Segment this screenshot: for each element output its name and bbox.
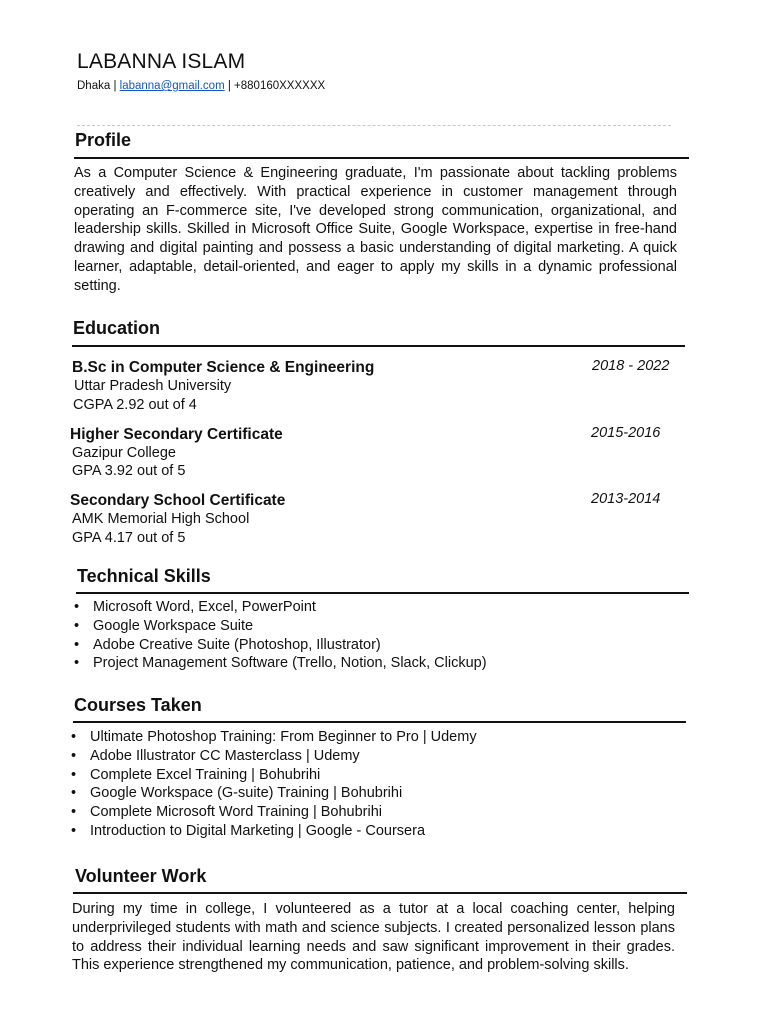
list-item-text: Project Management Software (Trello, Notion, Slack, Clickup): [93, 655, 487, 672]
education-degree: Higher Secondary Certificate: [70, 426, 283, 443]
courses-heading: Courses Taken: [74, 695, 202, 715]
courses-list: [71, 728, 477, 841]
bullet-icon: •: [74, 636, 80, 653]
volunteer-heading: Volunteer Work: [75, 866, 207, 886]
skills-heading: Technical Skills: [77, 566, 211, 586]
list-item: [71, 728, 477, 747]
list-item: [74, 654, 487, 673]
education-school: Gazipur College: [72, 445, 176, 461]
education-degree: Secondary School Certificate: [70, 492, 286, 509]
contact-separator: |: [224, 80, 235, 92]
education-years: 2015-2016: [591, 425, 661, 441]
profile-heading: Profile: [75, 130, 132, 150]
education-grade: GPA 4.17 out of 5: [72, 530, 186, 546]
list-item: [71, 803, 477, 822]
list-item-text: Complete Microsoft Word Training | Bohubrihi: [90, 804, 383, 821]
list-item-text: Adobe Creative Suite (Photoshop, Illustrator): [93, 636, 381, 653]
candidate-name: LABANNA ISLAM: [77, 50, 246, 73]
education-grade: CGPA 2.92 out of 4: [73, 397, 197, 413]
contact-line: [77, 80, 325, 92]
skills-list: [74, 598, 487, 673]
bullet-icon: •: [71, 822, 77, 839]
list-item-text: Ultimate Photoshop Training: From Beginner to Pro | Udemy: [90, 729, 477, 745]
education-school: Uttar Pradesh University: [74, 378, 232, 394]
bullet-icon: •: [71, 766, 77, 783]
volunteer-rule: [73, 892, 687, 894]
bullet-icon: •: [71, 747, 77, 764]
list-item: [71, 784, 477, 803]
bullet-icon: •: [71, 785, 77, 802]
contact-city: Dhaka: [77, 80, 111, 92]
courses-rule: [73, 721, 686, 723]
bullet-icon: •: [74, 655, 80, 672]
email-link[interactable]: labanna@gmail.com: [119, 80, 225, 92]
list-item-text: Microsoft Word, Excel, PowerPoint: [93, 599, 316, 615]
profile-text: As a Computer Science & Engineering graduate, I'm passionate about tackling problems creatively and effectively. With practical experience in customer management through operating an F-commerce site, I've developed strong communication, organizational, and leadership skills. Skilled in Microsoft Office Suite, Google Workspace, expertise in free-hand drawing and digital painting and possess a basic understanding of digital marketing. A quick learner, adaptable, detail-oriented, and eager to apply my skills in a dynamic professional setting.: [74, 165, 677, 294]
list-item-text: Adobe Illustrator CC Masterclass | Udemy: [90, 747, 360, 764]
bullet-icon: •: [71, 729, 77, 745]
education-heading: Education: [73, 318, 161, 338]
skills-rule: [76, 592, 689, 594]
list-item-text: Google Workspace (G-suite) Training | Bohubrihi: [90, 785, 403, 802]
bullet-icon: •: [71, 804, 77, 821]
volunteer-text: During my time in college, I volunteered as a tutor at a local coaching center, helping underprivileged students with math and science subjects. I created personalized lesson plans to address their individual learning needs and saw significant improvement in their grades. This experience strengthened my communication, patience, and problem-solving skills.: [72, 901, 675, 974]
list-item: [71, 822, 477, 841]
list-item-text: Introduction to Digital Marketing | Google - Coursera: [90, 822, 426, 839]
contact-separator: |: [110, 80, 120, 92]
bullet-icon: •: [74, 617, 80, 634]
education-school: AMK Memorial High School: [72, 511, 250, 527]
list-item: [71, 766, 477, 785]
bullet-icon: •: [74, 599, 80, 615]
education-degree: B.Sc in Computer Science & Engineering: [72, 359, 375, 376]
education-years: 2018 - 2022: [592, 358, 670, 374]
list-item: [74, 617, 487, 636]
education-grade: GPA 3.92 out of 5: [72, 463, 186, 479]
header-divider: [77, 125, 671, 126]
profile-rule: [74, 157, 689, 159]
list-item: [71, 747, 477, 766]
list-item: [74, 636, 487, 655]
list-item: [74, 598, 487, 617]
education-rule: [72, 345, 685, 347]
list-item-text: Google Workspace Suite: [93, 617, 254, 634]
contact-phone: +880160XXXXXX: [234, 80, 326, 92]
education-years: 2013-2014: [591, 491, 661, 507]
list-item-text: Complete Excel Training | Bohubrihi: [90, 766, 321, 783]
